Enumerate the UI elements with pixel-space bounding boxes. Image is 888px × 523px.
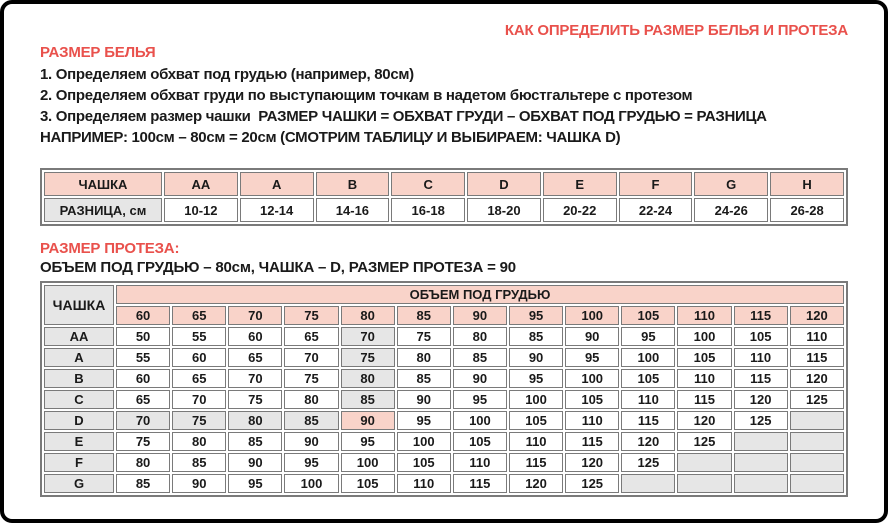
difference-value-cell: 12-14 <box>240 198 314 222</box>
cup-row-label: AA <box>44 327 114 346</box>
underbust-size-cell: 60 <box>116 306 170 325</box>
prosthesis-size-cell: 110 <box>734 348 788 367</box>
prosthesis-size-cell: 115 <box>677 390 731 409</box>
prosthesis-size-cell: 95 <box>397 411 451 430</box>
prosthesis-size-cell: 90 <box>565 327 619 346</box>
cup-table-corner-cell: ЧАШКА <box>44 172 162 196</box>
prosthesis-size-cell: 85 <box>453 348 507 367</box>
prosthesis-size-cell: 80 <box>453 327 507 346</box>
prosthesis-size-cell: 115 <box>509 453 563 472</box>
prosthesis-size-cell: 125 <box>621 453 675 472</box>
prosthesis-example-line: ОБЪЕМ ПОД ГРУДЬЮ – 80см, ЧАШКА – D, РАЗМЕР ПРОТЕЗА = 90 <box>40 259 516 276</box>
prosthesis-size-cell: 75 <box>228 390 282 409</box>
prosthesis-size-cell: 105 <box>341 474 395 493</box>
table-row <box>44 306 844 325</box>
prosthesis-size-cell: 100 <box>565 369 619 388</box>
prosthesis-size-cell: 110 <box>397 474 451 493</box>
prosthesis-size-cell: 115 <box>790 348 844 367</box>
instruction-steps <box>40 64 848 148</box>
underbust-size-cell: 105 <box>621 306 675 325</box>
prosthesis-size-cell: 115 <box>734 369 788 388</box>
prosthesis-size-cell: 60 <box>228 327 282 346</box>
prosthesis-size-cell: 65 <box>116 390 170 409</box>
prosthesis-size-cell: 120 <box>677 411 731 430</box>
underbust-size-cell: 115 <box>734 306 788 325</box>
prosthesis-size-cell: 70 <box>116 411 170 430</box>
underbust-size-cell: 95 <box>509 306 563 325</box>
prosthesis-size-cell: 120 <box>621 432 675 451</box>
prosthesis-size-cell: 100 <box>453 411 507 430</box>
table-row <box>44 285 844 304</box>
cup-row-label: E <box>44 432 114 451</box>
prosthesis-size-cell: 90 <box>397 390 451 409</box>
prosthesis-size-cell: 55 <box>116 348 170 367</box>
prosthesis-size-cell: 100 <box>677 327 731 346</box>
page-title: КАК ОПРЕДЕЛИТЬ РАЗМЕР БЕЛЬЯ И ПРОТЕЗА <box>504 22 848 39</box>
prosthesis-size-cell: 85 <box>397 369 451 388</box>
instruction-line: 2. Определяем обхват груди по выступающим точкам в надетом бюстгальтере с протезом <box>40 87 693 104</box>
table-row <box>44 474 844 493</box>
cup-row-label: B <box>44 369 114 388</box>
underbust-header-cell: ОБЪЕМ ПОД ГРУДЬЮ <box>116 285 844 304</box>
prosthesis-size-cell: 75 <box>172 411 226 430</box>
prosthesis-size-cell: 90 <box>341 411 395 430</box>
prosthesis-size-cell <box>621 474 675 493</box>
prosthesis-size-cell: 90 <box>172 474 226 493</box>
prosthesis-size-cell: 95 <box>621 327 675 346</box>
table-row <box>44 348 844 367</box>
prosthesis-size-cell: 120 <box>565 453 619 472</box>
size-table-corner-label: ЧАШКА <box>44 285 114 325</box>
cup-row-label: C <box>44 390 114 409</box>
prosthesis-size-cell: 95 <box>509 369 563 388</box>
prosthesis-size-cell: 105 <box>397 453 451 472</box>
prosthesis-size-cell: 90 <box>228 453 282 472</box>
instruction-line: НАПРИМЕР: 100см – 80см = 20см (СМОТРИМ ТАБЛИЦУ И ВЫБИРАЕМ: ЧАШКА D) <box>40 129 621 146</box>
prosthesis-size-cell: 125 <box>734 411 788 430</box>
prosthesis-size-cell: 85 <box>172 453 226 472</box>
underbust-size-cell: 75 <box>284 306 338 325</box>
prosthesis-size-cell: 100 <box>397 432 451 451</box>
prosthesis-size-cell: 120 <box>790 369 844 388</box>
prosthesis-size-cell: 80 <box>284 390 338 409</box>
prosthesis-size-table-body <box>44 285 844 493</box>
prosthesis-size-cell: 125 <box>790 390 844 409</box>
prosthesis-size-cell: 100 <box>509 390 563 409</box>
prosthesis-size-cell: 105 <box>453 432 507 451</box>
cup-letter-cell: E <box>543 172 617 196</box>
prosthesis-size-cell: 90 <box>509 348 563 367</box>
prosthesis-size-cell: 115 <box>621 411 675 430</box>
prosthesis-size-cell: 105 <box>509 411 563 430</box>
prosthesis-size-cell: 85 <box>284 411 338 430</box>
prosthesis-size-cell: 85 <box>116 474 170 493</box>
prosthesis-size-cell: 55 <box>172 327 226 346</box>
difference-value-cell: 14-16 <box>316 198 390 222</box>
prosthesis-size-cell: 95 <box>453 390 507 409</box>
prosthesis-size-cell: 105 <box>621 369 675 388</box>
prosthesis-size-cell: 100 <box>341 453 395 472</box>
prosthesis-size-cell <box>790 474 844 493</box>
prosthesis-size-cell: 75 <box>341 348 395 367</box>
cup-letter-cell: A <box>240 172 314 196</box>
cup-letter-cell: C <box>391 172 465 196</box>
prosthesis-size-cell: 80 <box>116 453 170 472</box>
difference-value-cell: 18-20 <box>467 198 541 222</box>
prosthesis-size-cell: 100 <box>621 348 675 367</box>
prosthesis-size-cell: 110 <box>565 411 619 430</box>
cup-letter-cell: H <box>770 172 844 196</box>
difference-value-cell: 26-28 <box>770 198 844 222</box>
underbust-size-cell: 120 <box>790 306 844 325</box>
prosthesis-size-cell: 75 <box>397 327 451 346</box>
underbust-size-cell: 90 <box>453 306 507 325</box>
prosthesis-size-cell: 110 <box>677 369 731 388</box>
difference-value-cell: 20-22 <box>543 198 617 222</box>
prosthesis-size-cell: 65 <box>172 369 226 388</box>
prosthesis-size-cell: 100 <box>284 474 338 493</box>
cup-letter-cell: G <box>694 172 768 196</box>
prosthesis-size-cell: 65 <box>228 348 282 367</box>
prosthesis-size-cell <box>790 411 844 430</box>
prosthesis-size-cell: 105 <box>677 348 731 367</box>
difference-row-label: РАЗНИЦА, см <box>44 198 162 222</box>
prosthesis-size-cell: 95 <box>228 474 282 493</box>
prosthesis-size-cell <box>677 474 731 493</box>
table-row <box>44 453 844 472</box>
prosthesis-size-cell: 90 <box>284 432 338 451</box>
underbust-size-cell: 100 <box>565 306 619 325</box>
difference-value-cell: 10-12 <box>164 198 238 222</box>
prosthesis-size-cell <box>734 474 788 493</box>
prosthesis-size-cell: 70 <box>341 327 395 346</box>
prosthesis-size-cell: 105 <box>734 327 788 346</box>
table-row <box>44 327 844 346</box>
table-row <box>44 369 844 388</box>
prosthesis-size-cell: 85 <box>509 327 563 346</box>
prosthesis-size-cell: 95 <box>565 348 619 367</box>
prosthesis-size-cell: 115 <box>453 474 507 493</box>
prosthesis-size-cell: 110 <box>509 432 563 451</box>
cup-size-table-body <box>44 172 844 222</box>
prosthesis-size-cell: 60 <box>172 348 226 367</box>
difference-value-cell: 16-18 <box>391 198 465 222</box>
lingerie-size-heading: РАЗМЕР БЕЛЬЯ <box>40 44 156 61</box>
cup-letter-cell: D <box>467 172 541 196</box>
prosthesis-size-cell <box>734 432 788 451</box>
table-row <box>44 198 844 222</box>
prosthesis-size-cell: 80 <box>341 369 395 388</box>
prosthesis-size-cell: 90 <box>453 369 507 388</box>
prosthesis-size-cell: 70 <box>284 348 338 367</box>
prosthesis-size-cell: 105 <box>565 390 619 409</box>
underbust-size-cell: 110 <box>677 306 731 325</box>
cup-size-table <box>40 168 848 226</box>
prosthesis-size-cell: 50 <box>116 327 170 346</box>
instruction-line: 1. Определяем обхват под грудью (например, 80см) <box>40 66 414 83</box>
prosthesis-size-cell: 95 <box>284 453 338 472</box>
prosthesis-size-cell: 110 <box>621 390 675 409</box>
prosthesis-size-cell: 65 <box>284 327 338 346</box>
prosthesis-size-cell: 80 <box>228 411 282 430</box>
prosthesis-size-cell <box>734 453 788 472</box>
difference-value-cell: 22-24 <box>619 198 693 222</box>
table-row <box>44 390 844 409</box>
prosthesis-size-cell: 80 <box>397 348 451 367</box>
prosthesis-size-cell: 80 <box>172 432 226 451</box>
table-row <box>44 172 844 196</box>
underbust-size-cell: 85 <box>397 306 451 325</box>
cup-row-label: F <box>44 453 114 472</box>
cup-letter-cell: B <box>316 172 390 196</box>
prosthesis-size-cell: 120 <box>509 474 563 493</box>
cup-row-label: A <box>44 348 114 367</box>
prosthesis-size-cell: 85 <box>228 432 282 451</box>
prosthesis-size-cell: 120 <box>734 390 788 409</box>
prosthesis-size-cell: 125 <box>677 432 731 451</box>
prosthesis-size-cell: 60 <box>116 369 170 388</box>
prosthesis-size-cell: 95 <box>341 432 395 451</box>
difference-value-cell: 24-26 <box>694 198 768 222</box>
cup-row-label: G <box>44 474 114 493</box>
cup-letter-cell: AA <box>164 172 238 196</box>
prosthesis-size-cell <box>790 453 844 472</box>
cup-row-label: D <box>44 411 114 430</box>
prosthesis-size-cell: 110 <box>790 327 844 346</box>
prosthesis-size-cell: 115 <box>565 432 619 451</box>
prosthesis-size-table <box>40 281 848 497</box>
prosthesis-size-cell: 70 <box>228 369 282 388</box>
underbust-size-cell: 70 <box>228 306 282 325</box>
prosthesis-size-cell: 75 <box>116 432 170 451</box>
prosthesis-size-heading: РАЗМЕР ПРОТЕЗА: <box>40 240 180 257</box>
cup-letter-cell: F <box>619 172 693 196</box>
prosthesis-size-cell <box>677 453 731 472</box>
instruction-line: 3. Определяем размер чашки РАЗМЕР ЧАШКИ = ОБХВАТ ГРУДИ – ОБХВАТ ПОД ГРУДЬЮ = РАЗНИЦА <box>40 108 767 125</box>
prosthesis-size-cell: 70 <box>172 390 226 409</box>
prosthesis-size-cell: 125 <box>565 474 619 493</box>
prosthesis-size-cell: 110 <box>453 453 507 472</box>
prosthesis-size-cell <box>790 432 844 451</box>
table-row <box>44 432 844 451</box>
table-row <box>44 411 844 430</box>
underbust-size-cell: 80 <box>341 306 395 325</box>
prosthesis-size-cell: 85 <box>341 390 395 409</box>
underbust-size-cell: 65 <box>172 306 226 325</box>
prosthesis-size-cell: 75 <box>284 369 338 388</box>
